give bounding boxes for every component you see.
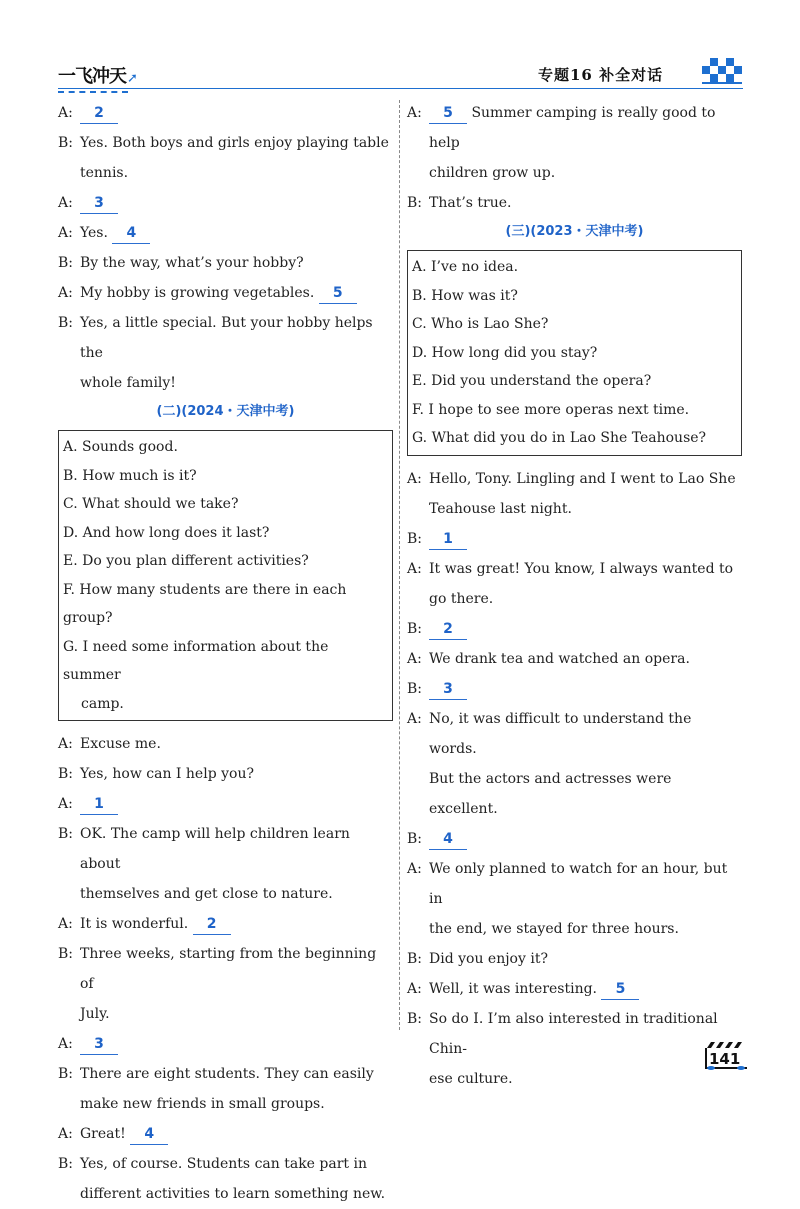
option-item: E. Did you understand the opera? (412, 373, 652, 389)
option-item: F. How many students are there in each group? (63, 581, 347, 626)
dialog-line (58, 308, 393, 368)
dialog-line (58, 819, 393, 879)
line-sentence: Yes, a little special. But your hobby helps the (80, 315, 373, 361)
line-sentence: There are eight students. They can easily (80, 1066, 374, 1082)
option-item: A. I’ve no idea. (412, 259, 519, 275)
line-text (429, 854, 742, 914)
dialog-line (407, 644, 742, 674)
line-text (429, 644, 742, 674)
answer-blank: 3 (80, 1034, 118, 1055)
line-text (429, 614, 742, 644)
line-text (80, 909, 393, 939)
dialog-line (58, 98, 393, 128)
dialog-line (407, 824, 742, 854)
option-item: A. Sounds good. (63, 439, 178, 455)
option-item: G. I need some information about the summer (63, 638, 329, 683)
dialog-line (407, 188, 742, 218)
line-text (429, 1004, 742, 1064)
line-continuation: the end, we stayed for three hours. (429, 920, 679, 937)
dialog-line (407, 674, 742, 704)
line-continuation: Teahouse last night. (429, 500, 572, 517)
speaker-label: A: (58, 1126, 73, 1142)
option-item: E. Do you plan different activities? (63, 553, 309, 569)
line-text (80, 308, 393, 368)
line-sentence: OK. The camp will help children learn about (80, 826, 350, 872)
option-item: G. What did you do in Lao She Teahouse? (412, 430, 707, 446)
line-sentence: Yes. Both boys and girls enjoy playing table (80, 135, 389, 151)
line-text (80, 729, 393, 759)
section3-title: (三)(2023・天津中考) (505, 224, 644, 239)
answer-blank: 3 (429, 679, 467, 700)
line-text (80, 1119, 393, 1149)
speaker-label: B: (407, 530, 423, 547)
options-box-2 (58, 430, 393, 721)
line-sentence: Hello, Tony. Lingling and I went to Lao She (429, 470, 736, 487)
speaker-label: A: (407, 650, 422, 667)
option-continuation-text: camp. (81, 695, 124, 712)
dialog-line (58, 909, 393, 939)
answer-blank: 2 (193, 914, 231, 935)
line-text (80, 128, 393, 158)
line-text (429, 524, 742, 554)
line-text (80, 939, 393, 999)
speaker-label: B: (58, 946, 74, 962)
dialog-line (58, 1119, 393, 1149)
line-sentence: So do I. I’m also interested in traditional Chin- (429, 1010, 718, 1057)
line-text (80, 1029, 393, 1059)
dialog-line (407, 554, 742, 584)
section2-title: (二)(2024・天津中考) (156, 404, 295, 419)
line-text (80, 1059, 393, 1089)
line-text (429, 944, 742, 974)
dialog-line (58, 188, 393, 218)
page-number-badge (703, 1040, 749, 1070)
line-sentence: Yes, how can I help you? (80, 766, 254, 782)
speaker-label: B: (58, 766, 74, 782)
page-header (0, 0, 800, 100)
speaker-label: A: (58, 736, 73, 752)
dialog-line (407, 974, 742, 1004)
option-item: B. How much is it? (63, 467, 197, 484)
header-dash-rule (58, 91, 128, 93)
dialog-line (58, 759, 393, 789)
line-sentence: Summer camping is really good to help (429, 105, 716, 151)
answer-blank: 5 (319, 283, 357, 304)
line-text (80, 789, 393, 819)
line-text (80, 1149, 393, 1179)
line-continuation: ese culture. (429, 1070, 513, 1087)
line-text (429, 674, 742, 704)
speaker-label: B: (58, 255, 74, 271)
line-text (429, 974, 742, 1004)
line-text (429, 704, 742, 764)
line-sentence: It was great! You know, I always wanted to (429, 560, 734, 577)
brand-logo (58, 62, 137, 88)
options-box-3 (407, 250, 742, 456)
option-item: B. How was it? (412, 287, 518, 304)
dialog-line (58, 1059, 393, 1089)
option-item: C. Who is Lao She? (412, 316, 549, 332)
line-sentence: It is wonderful. (80, 916, 189, 932)
answer-blank: 4 (130, 1124, 168, 1145)
speaker-label: A: (58, 105, 73, 121)
line-sentence: That’s true. (429, 195, 512, 211)
topic-title: 专题16 补全对话 (538, 66, 664, 84)
line-continuation: tennis. (80, 165, 129, 181)
line-text (429, 188, 742, 218)
speaker-label: B: (407, 950, 423, 967)
dialog-line (407, 614, 742, 644)
dialog-line (407, 1004, 742, 1064)
speaker-label: A: (58, 225, 73, 241)
line-sentence: Well, it was interesting. (429, 980, 598, 997)
page-number: 141 (709, 1050, 741, 1068)
line-text (80, 98, 393, 128)
line-continuation: children grow up. (429, 165, 556, 181)
dialog-2 (58, 729, 393, 1209)
header-rule (58, 88, 743, 89)
option-item: D. And how long does it last? (63, 524, 270, 541)
speaker-label: A: (58, 285, 73, 301)
answer-blank: 1 (429, 529, 467, 550)
speaker-label: A: (407, 980, 422, 997)
dialog-line (58, 1149, 393, 1179)
speaker-label: B: (58, 135, 74, 151)
line-text (80, 188, 393, 218)
speaker-label: A: (58, 916, 73, 932)
answer-blank: 4 (112, 223, 150, 244)
answer-blank: 3 (80, 193, 118, 214)
line-continuation: go there. (429, 590, 494, 607)
line-text (80, 218, 393, 248)
speaker-label: B: (58, 1156, 74, 1172)
dialog-line (407, 704, 742, 764)
column-divider (399, 100, 400, 1030)
dialog-line (407, 944, 742, 974)
line-sentence: By the way, what’s your hobby? (80, 255, 304, 271)
speaker-label: B: (407, 620, 423, 637)
line-text (429, 464, 742, 494)
checker-pattern-icon (700, 58, 744, 88)
answer-blank: 5 (601, 979, 639, 1000)
dialog-line (58, 218, 393, 248)
speaker-label: A: (407, 710, 422, 727)
left-column (58, 98, 393, 1209)
speaker-label: A: (58, 195, 73, 211)
line-continuation: But the actors and actresses were excellent. (429, 770, 672, 817)
answer-blank: 1 (80, 794, 118, 815)
speaker-label: B: (407, 830, 423, 847)
answer-blank: 4 (429, 829, 467, 850)
line-sentence: My hobby is growing vegetables. (80, 285, 315, 301)
line-sentence: Did you enjoy it? (429, 950, 548, 967)
dialog-3 (407, 464, 742, 1094)
dialog-line (58, 1029, 393, 1059)
line-continuation: make new friends in small groups. (80, 1096, 325, 1112)
line-text (429, 824, 742, 854)
line-sentence: We drank tea and watched an opera. (429, 650, 690, 667)
line-sentence: Excuse me. (80, 736, 161, 752)
dialog-line (58, 789, 393, 819)
brand-wing-icon: ➚ (127, 71, 137, 86)
line-sentence: Yes. (80, 225, 108, 241)
speaker-label: A: (58, 1036, 73, 1052)
dialog-line (58, 729, 393, 759)
line-continuation: themselves and get close to nature. (80, 886, 333, 902)
line-text (429, 554, 742, 584)
speaker-label: B: (407, 195, 423, 211)
speaker-label: B: (58, 1066, 74, 1082)
speaker-label: A: (58, 796, 73, 812)
option-item: C. What should we take? (63, 496, 239, 512)
line-sentence: Great! (80, 1126, 126, 1142)
line-text (80, 759, 393, 789)
answer-blank: 2 (80, 103, 118, 124)
speaker-label: B: (407, 1010, 423, 1027)
dialog-line (58, 128, 393, 158)
dialog-line (58, 278, 393, 308)
line-text (80, 278, 393, 308)
speaker-label: A: (407, 470, 422, 487)
line-text (80, 248, 393, 278)
speaker-label: A: (407, 105, 422, 121)
line-continuation: July. (80, 1006, 110, 1022)
line-continuation: whole family! (80, 375, 176, 391)
dialog-line (58, 248, 393, 278)
line-continuation: different activities to learn something new. (80, 1186, 386, 1202)
answer-blank: 5 (429, 103, 467, 124)
option-item: F. I hope to see more operas next time. (412, 401, 690, 418)
line-sentence: Yes, of course. Students can take part in (80, 1156, 367, 1172)
line-text (429, 98, 742, 158)
option-continuation (63, 690, 388, 719)
dialog-line (58, 939, 393, 999)
line-text (80, 819, 393, 879)
dialog-line (407, 464, 742, 494)
speaker-label: A: (407, 860, 422, 877)
dialog-line (407, 854, 742, 914)
dialog-part2-tail (407, 98, 742, 218)
option-item: D. How long did you stay? (412, 344, 598, 361)
speaker-label: B: (407, 680, 423, 697)
speaker-label: A: (407, 560, 422, 577)
right-column (407, 98, 742, 1094)
line-sentence: We only planned to watch for an hour, but in (429, 860, 728, 907)
line-sentence: No, it was difficult to understand the words. (429, 710, 692, 757)
dialog-part1-tail (58, 98, 393, 398)
line-sentence: Three weeks, starting from the beginning of (80, 946, 377, 992)
speaker-label: B: (58, 826, 74, 842)
dialog-line (407, 98, 742, 158)
brand-text: 一飞冲天 (58, 66, 126, 87)
dialog-line (407, 524, 742, 554)
answer-blank: 2 (429, 619, 467, 640)
speaker-label: B: (58, 315, 74, 331)
